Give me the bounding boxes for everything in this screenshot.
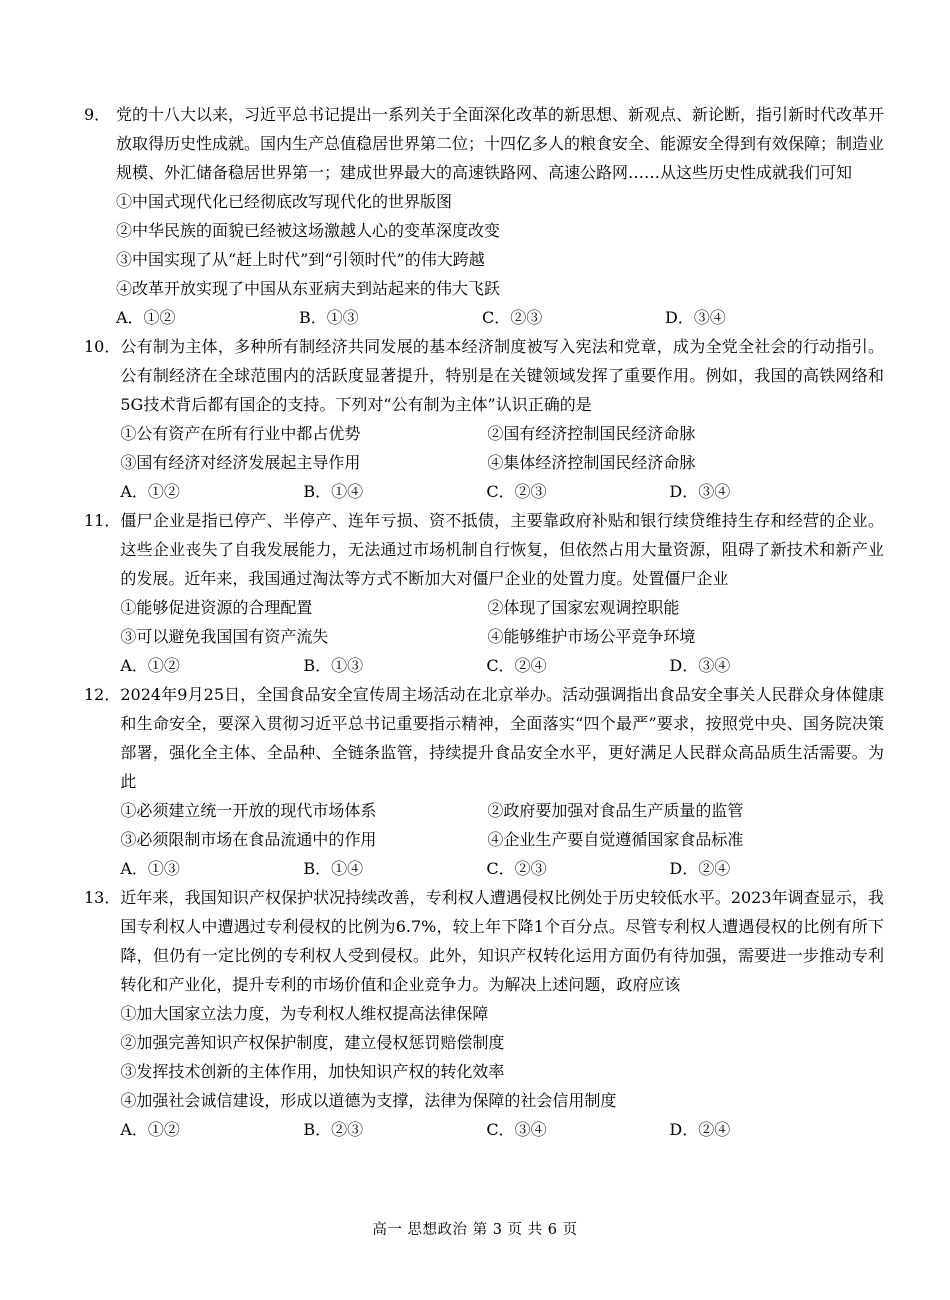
choice-d[interactable]: D．②④: [669, 1120, 731, 1139]
statement-4: ④改革开放实现了中国从东亚病夫到站起来的伟大飞跃: [116, 279, 501, 298]
statement-1: ①能够促进资源的合理配置: [120, 598, 313, 617]
answer-choices: [120, 854, 884, 883]
statement-grid: [120, 796, 884, 854]
statement-2: ②体现了国家宏观调控职能: [487, 598, 680, 617]
statement-3: ③可以避免我国国有资产流失: [120, 627, 329, 646]
page-footer: 高一 思想政治 第 3 页 共 6 页: [372, 1222, 578, 1238]
choice-b[interactable]: B．①③: [303, 656, 364, 675]
choice-c[interactable]: C．②③: [482, 308, 543, 327]
question-body: [120, 332, 884, 506]
choice-d[interactable]: D．③④: [669, 656, 731, 675]
choice-c[interactable]: C．②③: [486, 482, 547, 501]
statement-3: ③中国实现了从“赶上时代”到“引领时代”的伟大跨越: [116, 250, 485, 269]
choice-d[interactable]: D．②④: [669, 859, 731, 878]
question-body: [120, 506, 884, 680]
choice-d[interactable]: D．③④: [669, 482, 731, 501]
statement-3: ③必须限制市场在食品流通中的作用: [120, 830, 377, 849]
statement-1: ①必须建立统一开放的现代市场体系: [120, 801, 377, 820]
answer-choices: [120, 651, 884, 680]
choice-d[interactable]: D．③④: [665, 308, 726, 327]
question-number: 13．: [84, 888, 121, 907]
statement-4: ④能够维护市场公平竞争环境: [487, 627, 696, 646]
answer-choices: [116, 303, 884, 332]
question-13: [84, 883, 884, 1144]
question-12: [84, 680, 884, 883]
choice-a[interactable]: A．①③: [120, 859, 180, 878]
question-body: [120, 883, 884, 1144]
choice-b[interactable]: B．①④: [303, 482, 364, 501]
question-stem: 2024年9月25日，全国食品安全宣传周主场活动在北京举办。活动强调指出食品安全事关人民群众身体健康和生命安全，要深入贯彻习近平总书记重要指示精神，全面落实“四个最严”要求，按照党中央、国务院决策部署，强化全主体、全品种、全链条监管，持续提升食品安全水平，更好满足人民群众高品质生活需要。为此: [120, 685, 884, 791]
question-11: [84, 506, 884, 680]
choice-a[interactable]: A．①②: [120, 1120, 180, 1139]
statement-2: ②国有经济控制国民经济命脉: [487, 424, 696, 443]
statement-grid: [120, 419, 884, 477]
statement-2: ②中华民族的面貌已经被这场激越人心的变革深度改变: [116, 221, 501, 240]
statement-4: ④企业生产要自觉遵循国家食品标准: [487, 830, 744, 849]
choice-b[interactable]: B．②③: [303, 1120, 364, 1139]
choice-a[interactable]: A．①②: [116, 308, 176, 327]
question-number: 12．: [84, 685, 121, 704]
statement-1: ①公有资产在所有行业中都占优势: [120, 424, 361, 443]
question-body: [120, 680, 884, 883]
question-9: [84, 100, 884, 332]
statement-3: ③国有经济对经济发展起主导作用: [120, 453, 361, 472]
choice-a[interactable]: A．①②: [120, 482, 180, 501]
question-number: 9．: [84, 105, 111, 124]
question-stem: 僵尸企业是指已停产、半停产、连年亏损、资不抵债，主要靠政府补贴和银行续贷维持生存和经营的企业。这些企业丧失了自我发展能力，无法通过市场机制自行恢复，但依然占用大量资源，阻碍了新技术和新产业的发展。近年来，我国通过淘汰等方式不断加大对僵尸企业的处置力度。处置僵尸企业: [120, 511, 884, 588]
choice-c[interactable]: C．②③: [486, 859, 547, 878]
question-number: 10．: [84, 337, 121, 356]
answer-choices: [120, 477, 884, 506]
choice-b[interactable]: B．①④: [303, 859, 364, 878]
statement-1: ①中国式现代化已经彻底改写现代化的世界版图: [116, 192, 453, 211]
statement-3: ③发挥技术创新的主体作用，加快知识产权的转化效率: [120, 1062, 505, 1081]
question-number: 11．: [84, 511, 121, 530]
choice-b[interactable]: B．①③: [299, 308, 359, 327]
answer-choices: [120, 1115, 884, 1144]
question-stem: 公有制为主体，多种所有制经济共同发展的基本经济制度被写入宪法和党章，成为全党全社会的行动指引。公有制经济在全球范围内的活跃度显著提升，特别是在关键领域发挥了重要作用。例如，我国的高铁网络和5G技术背后都有国企的支持。下列对“公有制为主体”认识正确的是: [120, 337, 884, 414]
statement-2: ②加强完善知识产权保护制度，建立侵权惩罚赔偿制度: [120, 1033, 505, 1052]
statement-grid: [120, 593, 884, 651]
statement-1: ①加大国家立法力度，为专利权人维权提高法律保障: [120, 1004, 489, 1023]
statement-4: ④加强社会诚信建设，形成以道德为支撑，法律为保障的社会信用制度: [120, 1091, 617, 1110]
question-10: [84, 332, 884, 506]
statement-4: ④集体经济控制国民经济命脉: [487, 453, 696, 472]
choice-a[interactable]: A．①②: [120, 656, 180, 675]
question-stem: 党的十八大以来，习近平总书记提出一系列关于全面深化改革的新思想、新观点、新论断，指引新时代改革开放取得历史性成就。国内生产总值稳居世界第二位；十四亿多人的粮食安全、能源安全得到有效保障；制造业规模、外汇储备稳居世界第一；建成世界最大的高速铁路网、高速公路网……从这些历史性成就我们可知: [116, 105, 885, 182]
question-body: [116, 100, 884, 332]
choice-c[interactable]: C．②④: [486, 656, 547, 675]
choice-c[interactable]: C．③④: [486, 1120, 547, 1139]
question-list: [84, 100, 884, 1144]
question-stem: 近年来，我国知识产权保护状况持续改善，专利权人遭遇侵权比例处于历史较低水平。2023年调查显示，我国专利权人中遭遇过专利侵权的比例为6.7%，较上年下降1个百分点。尽管专利权人遭遇侵权的比例有所下降，但仍有一定比例的专利权人受到侵权。此外，知识产权转化运用方面仍有待加强，需要进一步推动专利转化和产业化，提升专利的市场价值和企业竞争力。为解决上述问题，政府应该: [120, 888, 884, 994]
statement-2: ②政府要加强对食品生产质量的监管: [487, 801, 744, 820]
